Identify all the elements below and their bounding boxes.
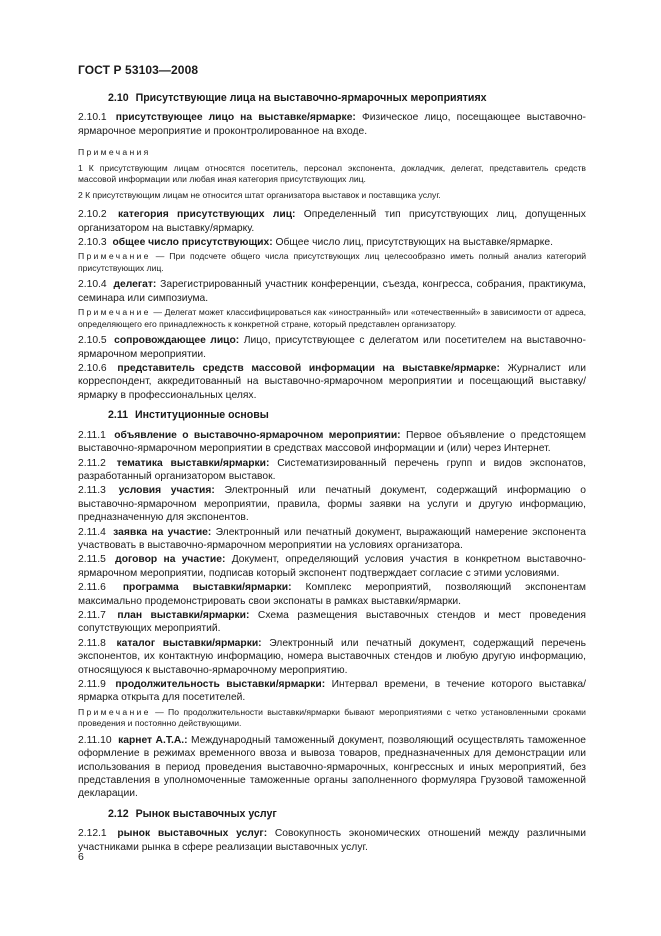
term-definition: Определенный тип присутствующих лиц, допущенных организатором на выставку/ярмарку.: [78, 209, 586, 234]
note-label: Примечание: [78, 706, 151, 717]
term-2-10-2: [78, 208, 586, 235]
section-title-2-10: [108, 92, 586, 105]
term-number: 2.11.3: [78, 485, 106, 497]
term-definition: Документ, определяющий условия участия в конкретном выставочно-ярмарочном мероприятии, подписав который экспонент подтверждает согласие с этими условиями.: [78, 554, 586, 579]
term-number: 2.10.3: [78, 237, 107, 249]
term-2-10-5: [78, 334, 586, 361]
term-2-11-8: [78, 637, 586, 677]
term-number: 2.10.4: [78, 279, 107, 291]
term-number: 2.10.5: [78, 335, 107, 347]
term-number: 2.11.10: [78, 734, 112, 746]
term-number: 2.11.2: [78, 457, 106, 469]
note-label: Примечание: [78, 307, 151, 318]
note-text: — При подсчете общего числа присутствующих лиц целесообразно иметь полный анализ категорий присутствующих лиц.: [78, 251, 586, 273]
term-name: представитель средств массовой информации на выставке/ярмарке:: [117, 363, 500, 375]
term-number: 2.10.6: [78, 363, 107, 375]
note-label: Примечание: [78, 251, 151, 262]
term-name: карнет А.Т.А.:: [118, 734, 188, 746]
note-text: — По продолжительности выставки/ярмарки бывают мероприятиями с четко установленными сроками проведения и постоянно действующими.: [78, 706, 586, 729]
section-number: 2.12: [108, 807, 129, 820]
term-definition: Международный таможенный документ, позволяющий осуществлять таможенное оформление в режимах временного ввоза и вывоза товаров, предназначенных для демонстрации или использования в период проведения выставочно-ярмарочных, конгрессных и иных мероприятий, без представления в уполномоченные таможенные органы заполненного формуляра Грузовой таможенной декларации.: [78, 734, 586, 800]
term-name: общее число присутствующих:: [112, 237, 273, 249]
term-definition: Интервал времени, в течение которого выставка/ярмарка открыта для посетителей.: [78, 679, 586, 704]
term-definition: Физическое лицо, посещающее выставочно-ярмарочное мероприятие и проконтролированное на входе.: [78, 112, 586, 137]
term-2-11-10: [78, 734, 586, 801]
term-name: тематика выставки/ярмарки:: [116, 457, 270, 469]
term-2-10-4: [78, 278, 586, 305]
term-number: 2.11.4: [78, 526, 106, 538]
term-2-10-1: [78, 111, 586, 138]
term-definition: Журналист или корреспондент, аккредитованный на выставочно-ярмарочном мероприятии и посещающий выставку/ярмарку в профессиональных целях.: [78, 363, 586, 401]
term-2-11-9: [78, 678, 586, 705]
term-number: 2.11.8: [78, 637, 106, 649]
term-2-10-6: [78, 362, 586, 402]
term-number: 2.11.9: [78, 679, 106, 690]
term-2-11-4: [78, 526, 586, 553]
term-definition: Электронный или печатный документ, содержащий информацию о выставочно-ярмарочном мероприятии, правила, формы заявки на услуги и другую информацию, предназначенную для экспонентов.: [78, 485, 586, 524]
term-name: объявление о выставочно-ярмарочном мероприятии:: [114, 429, 401, 441]
term-name: условия участия:: [118, 485, 215, 497]
term-definition: Электронный или печатный документ, содержащий перечень экспонентов, их контактную информацию, номера выставочных стендов и любую другую информацию, относящуюся к выставочно-ярмарочному мероприятию.: [78, 637, 586, 676]
note-1: 1 К присутствующим лицам относятся посетитель, персонал экспонента, докладчик, делегат, представитель средств массовой информации или любая иная категория присутствующих лиц.: [78, 162, 586, 185]
term-number: 2.11.6: [78, 582, 106, 594]
term-name: программа выставки/ярмарки:: [122, 582, 292, 594]
term-name: договор на участие:: [115, 554, 226, 566]
term-definition: Электронный или печатный документ, выражающий намерение экспонента участвовать в выставочно-ярмарочном мероприятии на условиях организатора.: [78, 526, 586, 551]
term-definition: Первое объявление о предстоящем выставочно-ярмарочном мероприятии в средствах массовой информации и (или) через Интернет.: [78, 429, 586, 455]
term-definition: Общее число лиц, присутствующих на выставке/ярмарке.: [275, 237, 553, 249]
document-code: ГОСТ Р 53103—2008: [78, 63, 199, 77]
term-2-11-6: [78, 581, 586, 608]
term-2-11-5: [78, 553, 586, 580]
term-definition: Совокупность экономических отношений между различными участниками рынка в сфере реализации выставочных услуг.: [78, 828, 586, 853]
term-2-11-7: [78, 609, 586, 636]
term-name: сопровождающее лицо:: [114, 335, 240, 347]
note-2: 2 К присутствующим лицам не относится штат организатора выставок и поставщика услуг.: [78, 189, 441, 200]
term-name: заявка на участие:: [113, 526, 212, 538]
term-number: 2.10.2: [78, 209, 107, 221]
term-number: 2.11.5: [78, 554, 106, 566]
term-definition: Лицо, присутствующее с делегатом или посетителем на выставочно-ярмарочном мероприятии.: [78, 335, 586, 360]
term-2-11-3: [78, 484, 586, 524]
notes-heading: Примечания: [78, 147, 151, 158]
term-2-11-2: [78, 457, 586, 484]
note-text: — Делегат может классифицироваться как «иностранный» или «отечественный» в зависимости от адреса, определяющего его принадлежность к конкретной стране, который представлен организатору.: [78, 307, 587, 329]
term-number: 2.10.1: [78, 112, 107, 124]
section-title-text: Рынок выставочных услуг: [135, 807, 277, 820]
page-number: 6: [78, 851, 84, 863]
note-delegate: [78, 307, 586, 330]
term-2-11-1: [78, 429, 586, 456]
section-title-2-11: [108, 409, 586, 422]
term-2-10-3: [78, 236, 586, 249]
term-2-12-1: [78, 827, 586, 854]
term-number: 2.11.1: [78, 429, 106, 441]
term-name: план выставки/ярмарки:: [117, 609, 250, 621]
section-number: 2.11: [108, 409, 129, 422]
term-number: 2.12.1: [78, 828, 107, 840]
term-definition: Комплекс мероприятий, позволяющий экспонентам максимально продемонстрировать свои экспонаты в рамках выставки/ярмарки.: [78, 582, 586, 607]
term-name: рынок выставочных услуг:: [117, 828, 268, 840]
term-definition: Зарегистрированный участник конференции, съезда, конгресса, собрания, практикума, семинара или симпозиума.: [78, 279, 586, 304]
note-duration: [78, 707, 586, 730]
term-name: присутствующее лицо на выставке/ярмарке:: [115, 112, 356, 124]
section-title-2-12: [108, 808, 586, 821]
term-name: категория присутствующих лиц:: [117, 209, 296, 221]
term-definition: Схема размещения выставочных стендов и мест проведения сопутствующих мероприятий.: [78, 609, 586, 635]
term-name: продолжительность выставки/ярмарки:: [115, 679, 326, 690]
term-name: каталог выставки/ярмарки:: [116, 637, 262, 649]
section-title-text: Присутствующие лица на выставочно-ярмарочных мероприятиях: [135, 92, 487, 104]
document-body: [78, 92, 586, 855]
term-definition: Систематизированный перечень групп и видов экспонатов, разработанный организатором выставок.: [78, 457, 586, 482]
note-total-count: [78, 251, 586, 274]
term-number: 2.11.7: [78, 609, 106, 621]
section-number: 2.10: [108, 92, 129, 104]
section-title-text: Институционные основы: [135, 409, 269, 422]
term-name: делегат:: [113, 279, 157, 291]
